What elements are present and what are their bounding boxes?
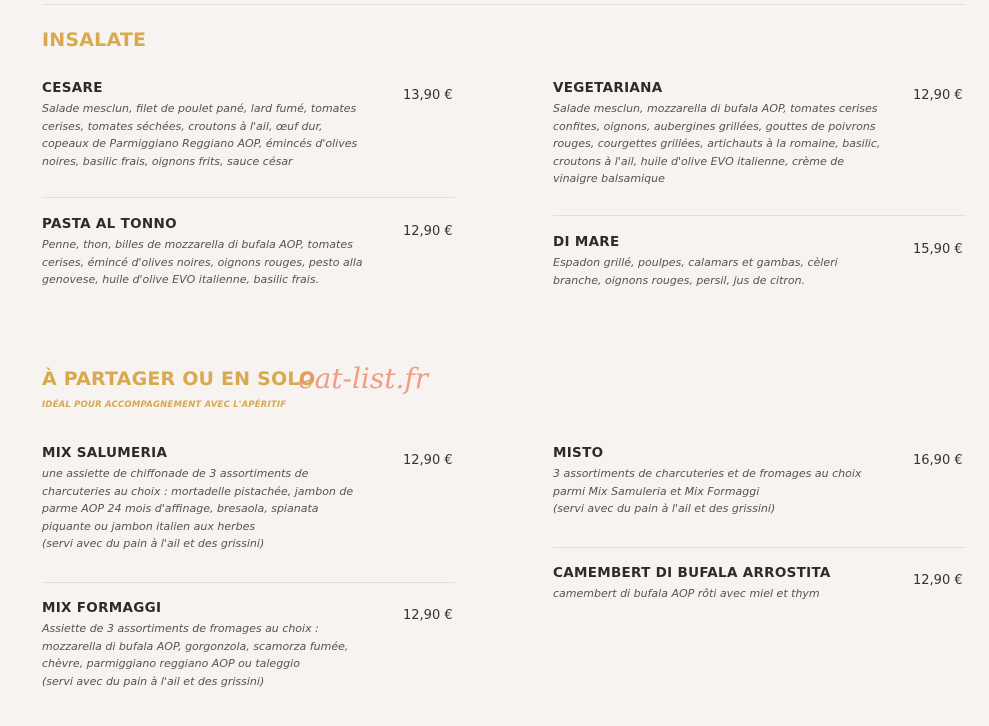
item-name: MIX FORMAGGI — [42, 600, 162, 616]
item-price: 12,90 € — [913, 88, 963, 103]
item-name: PASTA AL TONNO — [42, 216, 177, 232]
item-description: Salade mesclun, mozzarella di bufala AOP, tomates cerises confites, oignons, aubergines grillées, gouttes de poivrons rouges, courgettes grillées, artichauts à la romaine, basilic, croutons à l'ail, huile d'olive EVO italienne, crème de vinaigre balsamique — [553, 102, 881, 185]
section-subtitle: IDÉAL POUR ACCOMPAGNEMENT AVEC L'APÉRITIF — [42, 400, 287, 410]
item-name: DI MARE — [553, 234, 620, 250]
item-description: une assiette de chiffonade de 3 assortiments de charcuteries au choix : mortadelle pistachée, jambon de parme AOP 24 mois d'affinage, bresaola, spianata piquante ou jambon italien aux herbes (servi avec du pain à l'ail et des grissini) — [42, 467, 354, 550]
item-divider — [42, 197, 455, 198]
menu-item-misto — [553, 445, 898, 518]
item-price: 13,90 € — [403, 88, 453, 103]
item-price: 12,90 € — [403, 453, 453, 468]
item-description: Assiette de 3 assortiments de fromages au choix : mozzarella di bufala AOP, gorgonzola, scamorza fumée, chèvre, parmiggiano reggiano AOP ou taleggio (servi avec du pain à l'ail et des grissini) — [42, 622, 349, 688]
menu-item-camembert — [553, 565, 933, 603]
item-description: Salade mesclun, filet de poulet pané, lard fumé, tomates cerises, tomates séchées, croutons à l'ail, œuf dur, copeaux de Parmiggiano Reggiano AOP, émincés d'olives noires, basilic frais, oignons frits, sauce césar — [42, 102, 358, 168]
item-name: CESARE — [42, 80, 103, 96]
item-divider — [42, 582, 455, 583]
item-description: Espadon grillé, poulpes, calamars et gambas, cèleri branche, oignons rouges, persil, jus de citron. — [553, 256, 838, 287]
menu-item-cesare — [42, 80, 382, 170]
section-title-insalate: INSALATE — [42, 29, 147, 51]
menu-item-mix-formaggi — [42, 600, 382, 690]
section-title-a-partager: À PARTAGER OU EN SOLO — [42, 368, 316, 390]
watermark: eat-list.fr — [298, 362, 429, 395]
item-name: MIX SALUMERIA — [42, 445, 168, 461]
item-price: 12,90 € — [403, 224, 453, 239]
menu-item-di-mare — [553, 234, 898, 289]
item-description: camembert di bufala AOP rôti avec miel et thym — [553, 587, 820, 600]
item-price: 15,90 € — [913, 242, 963, 257]
menu-item-mix-salumeria — [42, 445, 382, 553]
item-price: 16,90 € — [913, 453, 963, 468]
menu-item-pasta-al-tonno — [42, 216, 382, 289]
item-price: 12,90 € — [403, 608, 453, 623]
item-description: Penne, thon, billes de mozzarella di bufala AOP, tomates cerises, émincé d'olives noires, oignons rouges, pesto alla genovese, huile d'olive EVO italienne, basilic frais. — [42, 238, 363, 286]
item-description: 3 assortiments de charcuteries et de fromages au choix parmi Mix Samuleria et Mix Formaggi (servi avec du pain à l'ail et des grissini) — [553, 467, 862, 515]
item-price: 12,90 € — [913, 573, 963, 588]
item-name: CAMEMBERT DI BUFALA ARROSTITA — [553, 565, 831, 581]
item-divider — [553, 547, 966, 548]
item-name: MISTO — [553, 445, 604, 461]
top-divider — [42, 4, 966, 5]
item-name: VEGETARIANA — [553, 80, 663, 96]
menu-item-vegetariana — [553, 80, 898, 188]
item-divider — [553, 215, 966, 216]
